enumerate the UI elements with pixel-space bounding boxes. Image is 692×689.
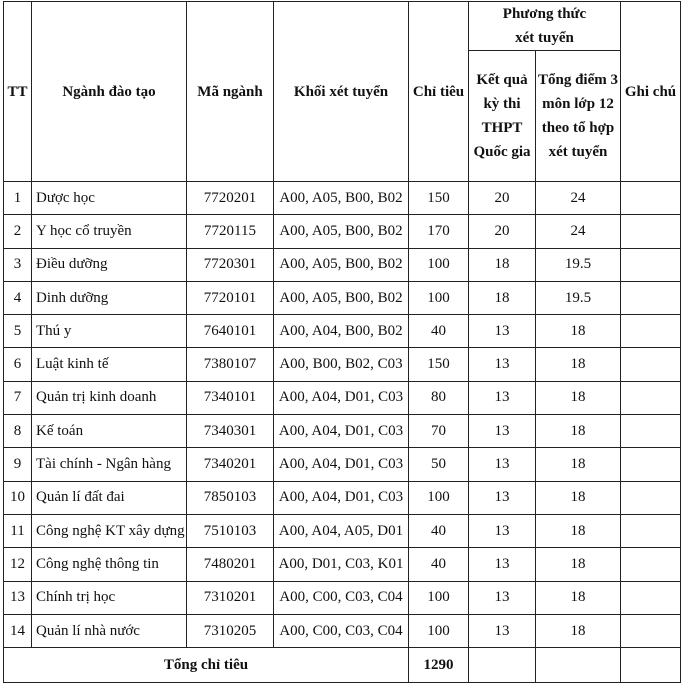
score-grade12-cell: 24 <box>536 215 621 248</box>
header-method-exam: Kết quả kỳ thi THPT Quốc gia <box>469 51 536 182</box>
note-cell <box>621 415 681 448</box>
note-cell <box>621 281 681 314</box>
subject-combos-cell: A00, A04, A05, D01 <box>274 514 409 547</box>
note-cell <box>621 248 681 281</box>
quota-cell: 100 <box>409 281 469 314</box>
score-grade12-cell: 18 <box>536 448 621 481</box>
major-code-cell: 7340201 <box>187 448 274 481</box>
header-method-grade12: Tổng điểm 3 môn lớp 12 theo tổ hợp xét tuyển <box>536 51 621 182</box>
header-major: Ngành đào tạo <box>32 2 187 182</box>
subject-combos-cell: A00, A05, B00, B02 <box>274 182 409 215</box>
score-grade12-cell: 18 <box>536 348 621 381</box>
subject-combos-cell: A00, D01, C03, K01 <box>274 548 409 581</box>
table-row <box>4 581 681 614</box>
table-row <box>4 415 681 448</box>
major-name-cell: Chính trị học <box>32 581 187 614</box>
row-number-cell: 13 <box>4 581 32 614</box>
score-grade12-cell: 24 <box>536 182 621 215</box>
table-row <box>4 182 681 215</box>
row-number-cell: 3 <box>4 248 32 281</box>
row-number-cell: 9 <box>4 448 32 481</box>
major-code-cell: 7380107 <box>187 348 274 381</box>
quota-cell: 170 <box>409 215 469 248</box>
quota-cell: 40 <box>409 514 469 547</box>
note-cell <box>621 481 681 514</box>
score-exam-cell: 13 <box>469 348 536 381</box>
table-body <box>4 182 681 648</box>
subject-combos-cell: A00, A04, D01, C03 <box>274 448 409 481</box>
score-exam-cell: 13 <box>469 481 536 514</box>
score-exam-cell: 13 <box>469 581 536 614</box>
table-row <box>4 215 681 248</box>
header-tt: TT <box>4 2 32 182</box>
quota-cell: 100 <box>409 581 469 614</box>
major-code-cell: 7340301 <box>187 415 274 448</box>
header-note: Ghi chú <box>621 2 681 182</box>
score-exam-cell: 13 <box>469 315 536 348</box>
note-cell <box>621 315 681 348</box>
major-name-cell: Thú y <box>32 315 187 348</box>
table-row <box>4 315 681 348</box>
row-number-cell: 11 <box>4 514 32 547</box>
score-grade12-cell: 18 <box>536 315 621 348</box>
subject-combos-cell: A00, B00, B02, C03 <box>274 348 409 381</box>
row-number-cell: 14 <box>4 614 32 647</box>
subject-combos-cell: A00, A04, D01, C03 <box>274 381 409 414</box>
major-name-cell: Tài chính - Ngân hàng <box>32 448 187 481</box>
table-row <box>4 448 681 481</box>
quota-cell: 100 <box>409 614 469 647</box>
admission-table <box>3 1 681 683</box>
score-exam-cell: 13 <box>469 381 536 414</box>
score-exam-cell: 13 <box>469 614 536 647</box>
row-number-cell: 4 <box>4 281 32 314</box>
header-method-group: Phương thức xét tuyển <box>469 2 621 51</box>
note-cell <box>621 614 681 647</box>
score-grade12-cell: 18 <box>536 614 621 647</box>
total-label: Tổng chỉ tiêu <box>4 648 409 683</box>
quota-cell: 40 <box>409 548 469 581</box>
row-number-cell: 12 <box>4 548 32 581</box>
score-exam-cell: 13 <box>469 514 536 547</box>
score-exam-cell: 18 <box>469 248 536 281</box>
score-grade12-cell: 18 <box>536 481 621 514</box>
major-name-cell: Công nghệ thông tin <box>32 548 187 581</box>
subject-combos-cell: A00, A05, B00, B02 <box>274 248 409 281</box>
score-exam-cell: 20 <box>469 182 536 215</box>
table-row <box>4 481 681 514</box>
quota-cell: 100 <box>409 248 469 281</box>
subject-combos-cell: A00, A05, B00, B02 <box>274 215 409 248</box>
major-name-cell: Công nghệ KT xây dựng <box>32 514 187 547</box>
header-combos: Khối xét tuyển <box>274 2 409 182</box>
major-code-cell: 7480201 <box>187 548 274 581</box>
table-row <box>4 281 681 314</box>
row-number-cell: 6 <box>4 348 32 381</box>
subject-combos-cell: A00, A04, D01, C03 <box>274 481 409 514</box>
total-row <box>4 648 681 683</box>
major-name-cell: Quản lí đất đai <box>32 481 187 514</box>
quota-cell: 70 <box>409 415 469 448</box>
note-cell <box>621 548 681 581</box>
major-name-cell: Y học cổ truyền <box>32 215 187 248</box>
major-code-cell: 7340101 <box>187 381 274 414</box>
table-row <box>4 348 681 381</box>
major-name-cell: Dinh dưỡng <box>32 281 187 314</box>
major-code-cell: 7640101 <box>187 315 274 348</box>
score-grade12-cell: 18 <box>536 381 621 414</box>
score-grade12-cell: 18 <box>536 548 621 581</box>
major-name-cell: Quản lí nhà nước <box>32 614 187 647</box>
score-exam-cell: 13 <box>469 448 536 481</box>
table-row <box>4 614 681 647</box>
score-exam-cell: 13 <box>469 548 536 581</box>
total-value: 1290 <box>409 648 469 683</box>
major-code-cell: 7720301 <box>187 248 274 281</box>
row-number-cell: 5 <box>4 315 32 348</box>
note-cell <box>621 581 681 614</box>
major-name-cell: Dược học <box>32 182 187 215</box>
score-grade12-cell: 19.5 <box>536 248 621 281</box>
note-cell <box>621 514 681 547</box>
score-grade12-cell: 19.5 <box>536 281 621 314</box>
row-number-cell: 10 <box>4 481 32 514</box>
major-code-cell: 7510103 <box>187 514 274 547</box>
quota-cell: 40 <box>409 315 469 348</box>
score-grade12-cell: 18 <box>536 415 621 448</box>
note-cell <box>621 182 681 215</box>
major-code-cell: 7310205 <box>187 614 274 647</box>
table-row <box>4 381 681 414</box>
major-code-cell: 7310201 <box>187 581 274 614</box>
score-exam-cell: 20 <box>469 215 536 248</box>
row-number-cell: 8 <box>4 415 32 448</box>
score-exam-cell: 18 <box>469 281 536 314</box>
quota-cell: 150 <box>409 182 469 215</box>
subject-combos-cell: A00, C00, C03, C04 <box>274 581 409 614</box>
quota-cell: 50 <box>409 448 469 481</box>
major-name-cell: Điều dưỡng <box>32 248 187 281</box>
subject-combos-cell: A00, C00, C03, C04 <box>274 614 409 647</box>
subject-combos-cell: A00, A04, D01, C03 <box>274 415 409 448</box>
score-grade12-cell: 18 <box>536 514 621 547</box>
table-row <box>4 248 681 281</box>
note-cell <box>621 381 681 414</box>
header-code: Mã ngành <box>187 2 274 182</box>
score-exam-cell: 13 <box>469 415 536 448</box>
quota-cell: 100 <box>409 481 469 514</box>
major-name-cell: Kế toán <box>32 415 187 448</box>
subject-combos-cell: A00, A04, B00, B02 <box>274 315 409 348</box>
header-quota: Chỉ tiêu <box>409 2 469 182</box>
major-code-cell: 7850103 <box>187 481 274 514</box>
major-name-cell: Quản trị kinh doanh <box>32 381 187 414</box>
major-name-cell: Luật kinh tế <box>32 348 187 381</box>
subject-combos-cell: A00, A05, B00, B02 <box>274 281 409 314</box>
major-code-cell: 7720101 <box>187 281 274 314</box>
note-cell <box>621 215 681 248</box>
score-grade12-cell: 18 <box>536 581 621 614</box>
row-number-cell: 7 <box>4 381 32 414</box>
major-code-cell: 7720115 <box>187 215 274 248</box>
note-cell <box>621 348 681 381</box>
row-number-cell: 1 <box>4 182 32 215</box>
quota-cell: 150 <box>409 348 469 381</box>
quota-cell: 80 <box>409 381 469 414</box>
table-row <box>4 514 681 547</box>
row-number-cell: 2 <box>4 215 32 248</box>
major-code-cell: 7720201 <box>187 182 274 215</box>
table-row <box>4 548 681 581</box>
note-cell <box>621 448 681 481</box>
